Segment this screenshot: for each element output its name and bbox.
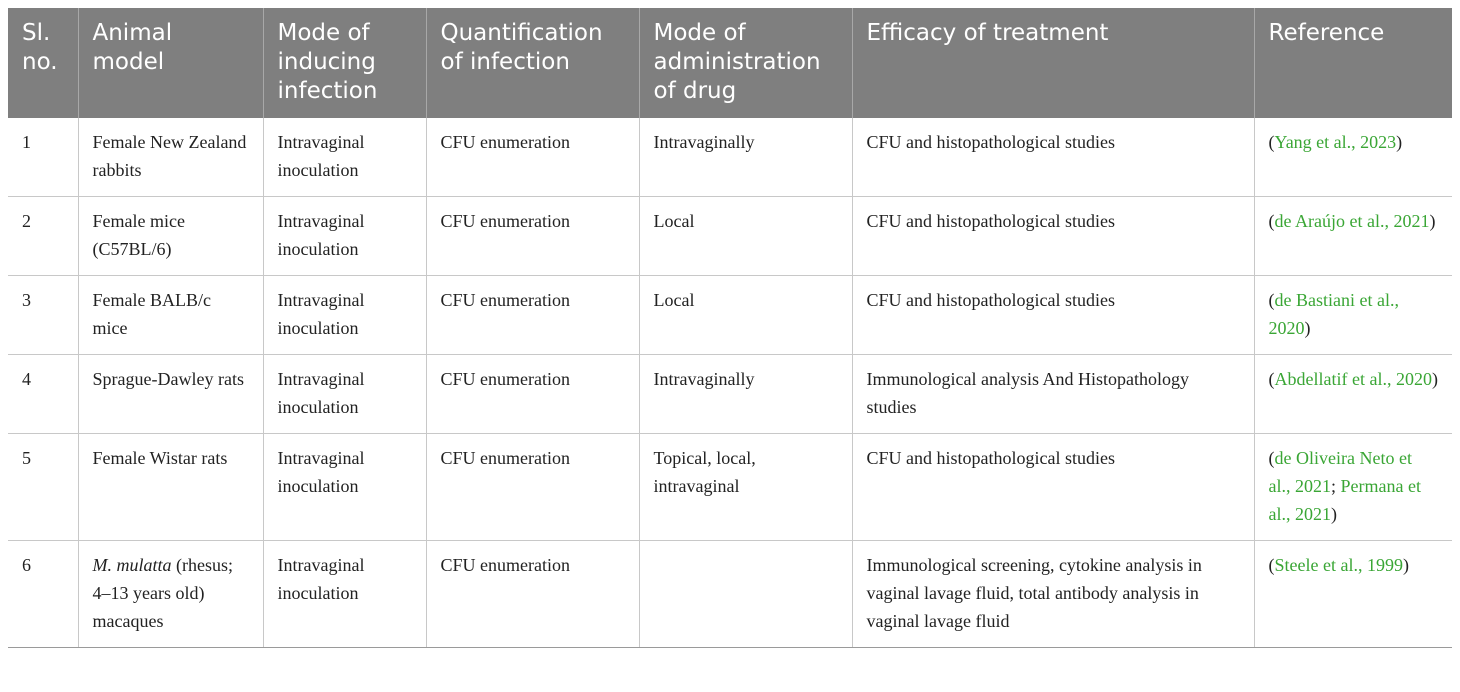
- cell-efficacy: CFU and histopathological studies: [852, 118, 1254, 197]
- cell-animal: [78, 541, 263, 648]
- reference-link[interactable]: Permana et al., 2021: [1268, 476, 1421, 524]
- cell-animal: Female mice (C57BL/6): [78, 197, 263, 276]
- cell-sl: 4: [8, 355, 78, 434]
- cell-efficacy: CFU and histopathological studies: [852, 197, 1254, 276]
- cell-animal: Female New Zealand rabbits: [78, 118, 263, 197]
- cell-efficacy: CFU and histopathological studies: [852, 276, 1254, 355]
- header-animal-model: Animal model: [78, 8, 263, 118]
- cell-sl: 2: [8, 197, 78, 276]
- table-body: [8, 118, 1452, 648]
- header-mode-inducing-infection: Mode of inducing infection: [263, 8, 426, 118]
- cell-sl: 6: [8, 541, 78, 648]
- reference-link[interactable]: Abdellatif et al., 2020: [1274, 369, 1432, 389]
- cell-quantification: CFU enumeration: [426, 197, 639, 276]
- header-mode-administration: Mode of administration of drug: [639, 8, 852, 118]
- reference-link[interactable]: Steele et al., 1999: [1274, 555, 1403, 575]
- table-row: [8, 355, 1452, 434]
- cell-quantification: CFU enumeration: [426, 355, 639, 434]
- table-row: [8, 197, 1452, 276]
- cell-mode-infection: Intravaginal inoculation: [263, 541, 426, 648]
- cell-efficacy: CFU and histopathological studies: [852, 434, 1254, 541]
- table-header: [8, 8, 1452, 118]
- cell-quantification: CFU enumeration: [426, 276, 639, 355]
- cell-quantification: CFU enumeration: [426, 118, 639, 197]
- table-row: [8, 434, 1452, 541]
- header-row: [8, 8, 1452, 118]
- header-sl-no: Sl. no.: [8, 8, 78, 118]
- cell-sl: 3: [8, 276, 78, 355]
- cell-administration: [639, 541, 852, 648]
- cell-administration: Local: [639, 197, 852, 276]
- cell-administration: Intravaginally: [639, 118, 852, 197]
- cell-efficacy: Immunological screening, cytokine analysis in vaginal lavage fluid, total antibody analysis in vaginal lavage fluid: [852, 541, 1254, 648]
- cell-sl: 1: [8, 118, 78, 197]
- cell-efficacy: Immunological analysis And Histopathology studies: [852, 355, 1254, 434]
- cell-animal: Female Wistar rats: [78, 434, 263, 541]
- cell-quantification: CFU enumeration: [426, 434, 639, 541]
- table-row: [8, 118, 1452, 197]
- cell-administration: Intravaginally: [639, 355, 852, 434]
- header-reference: Reference: [1254, 8, 1452, 118]
- table-row: [8, 276, 1452, 355]
- reference-link[interactable]: de Oliveira Neto et al., 2021: [1268, 448, 1412, 496]
- animal-models-table: [8, 8, 1452, 648]
- header-quantification: Quantification of infection: [426, 8, 639, 118]
- species-detail: (rhesus; 4–13 years old) macaques: [92, 555, 233, 631]
- reference-link[interactable]: de Bastiani et al., 2020: [1268, 290, 1399, 338]
- cell-mode-infection: Intravaginal inoculation: [263, 434, 426, 541]
- cell-reference: (de Araújo et al., 2021): [1254, 197, 1452, 276]
- cell-quantification: CFU enumeration: [426, 541, 639, 648]
- cell-reference: (Steele et al., 1999): [1254, 541, 1452, 648]
- cell-sl: 5: [8, 434, 78, 541]
- cell-animal: Female BALB/c mice: [78, 276, 263, 355]
- cell-reference: (de Bastiani et al., 2020): [1254, 276, 1452, 355]
- cell-mode-infection: Intravaginal inoculation: [263, 355, 426, 434]
- cell-reference: (Abdellatif et al., 2020): [1254, 355, 1452, 434]
- cell-administration: Local: [639, 276, 852, 355]
- cell-mode-infection: Intravaginal inoculation: [263, 197, 426, 276]
- cell-reference: (Yang et al., 2023): [1254, 118, 1452, 197]
- species-name: M. mulatta: [92, 555, 172, 575]
- cell-administration: Topical, local, intravaginal: [639, 434, 852, 541]
- cell-mode-infection: Intravaginal inoculation: [263, 276, 426, 355]
- cell-animal: Sprague-Dawley rats: [78, 355, 263, 434]
- header-efficacy: Efficacy of treatment: [852, 8, 1254, 118]
- table-row: [8, 541, 1452, 648]
- cell-reference: (de Oliveira Neto et al., 2021; Permana et al., 2021): [1254, 434, 1452, 541]
- cell-mode-infection: Intravaginal inoculation: [263, 118, 426, 197]
- reference-link[interactable]: Yang et al., 2023: [1274, 132, 1397, 152]
- reference-link[interactable]: de Araújo et al., 2021: [1274, 211, 1430, 231]
